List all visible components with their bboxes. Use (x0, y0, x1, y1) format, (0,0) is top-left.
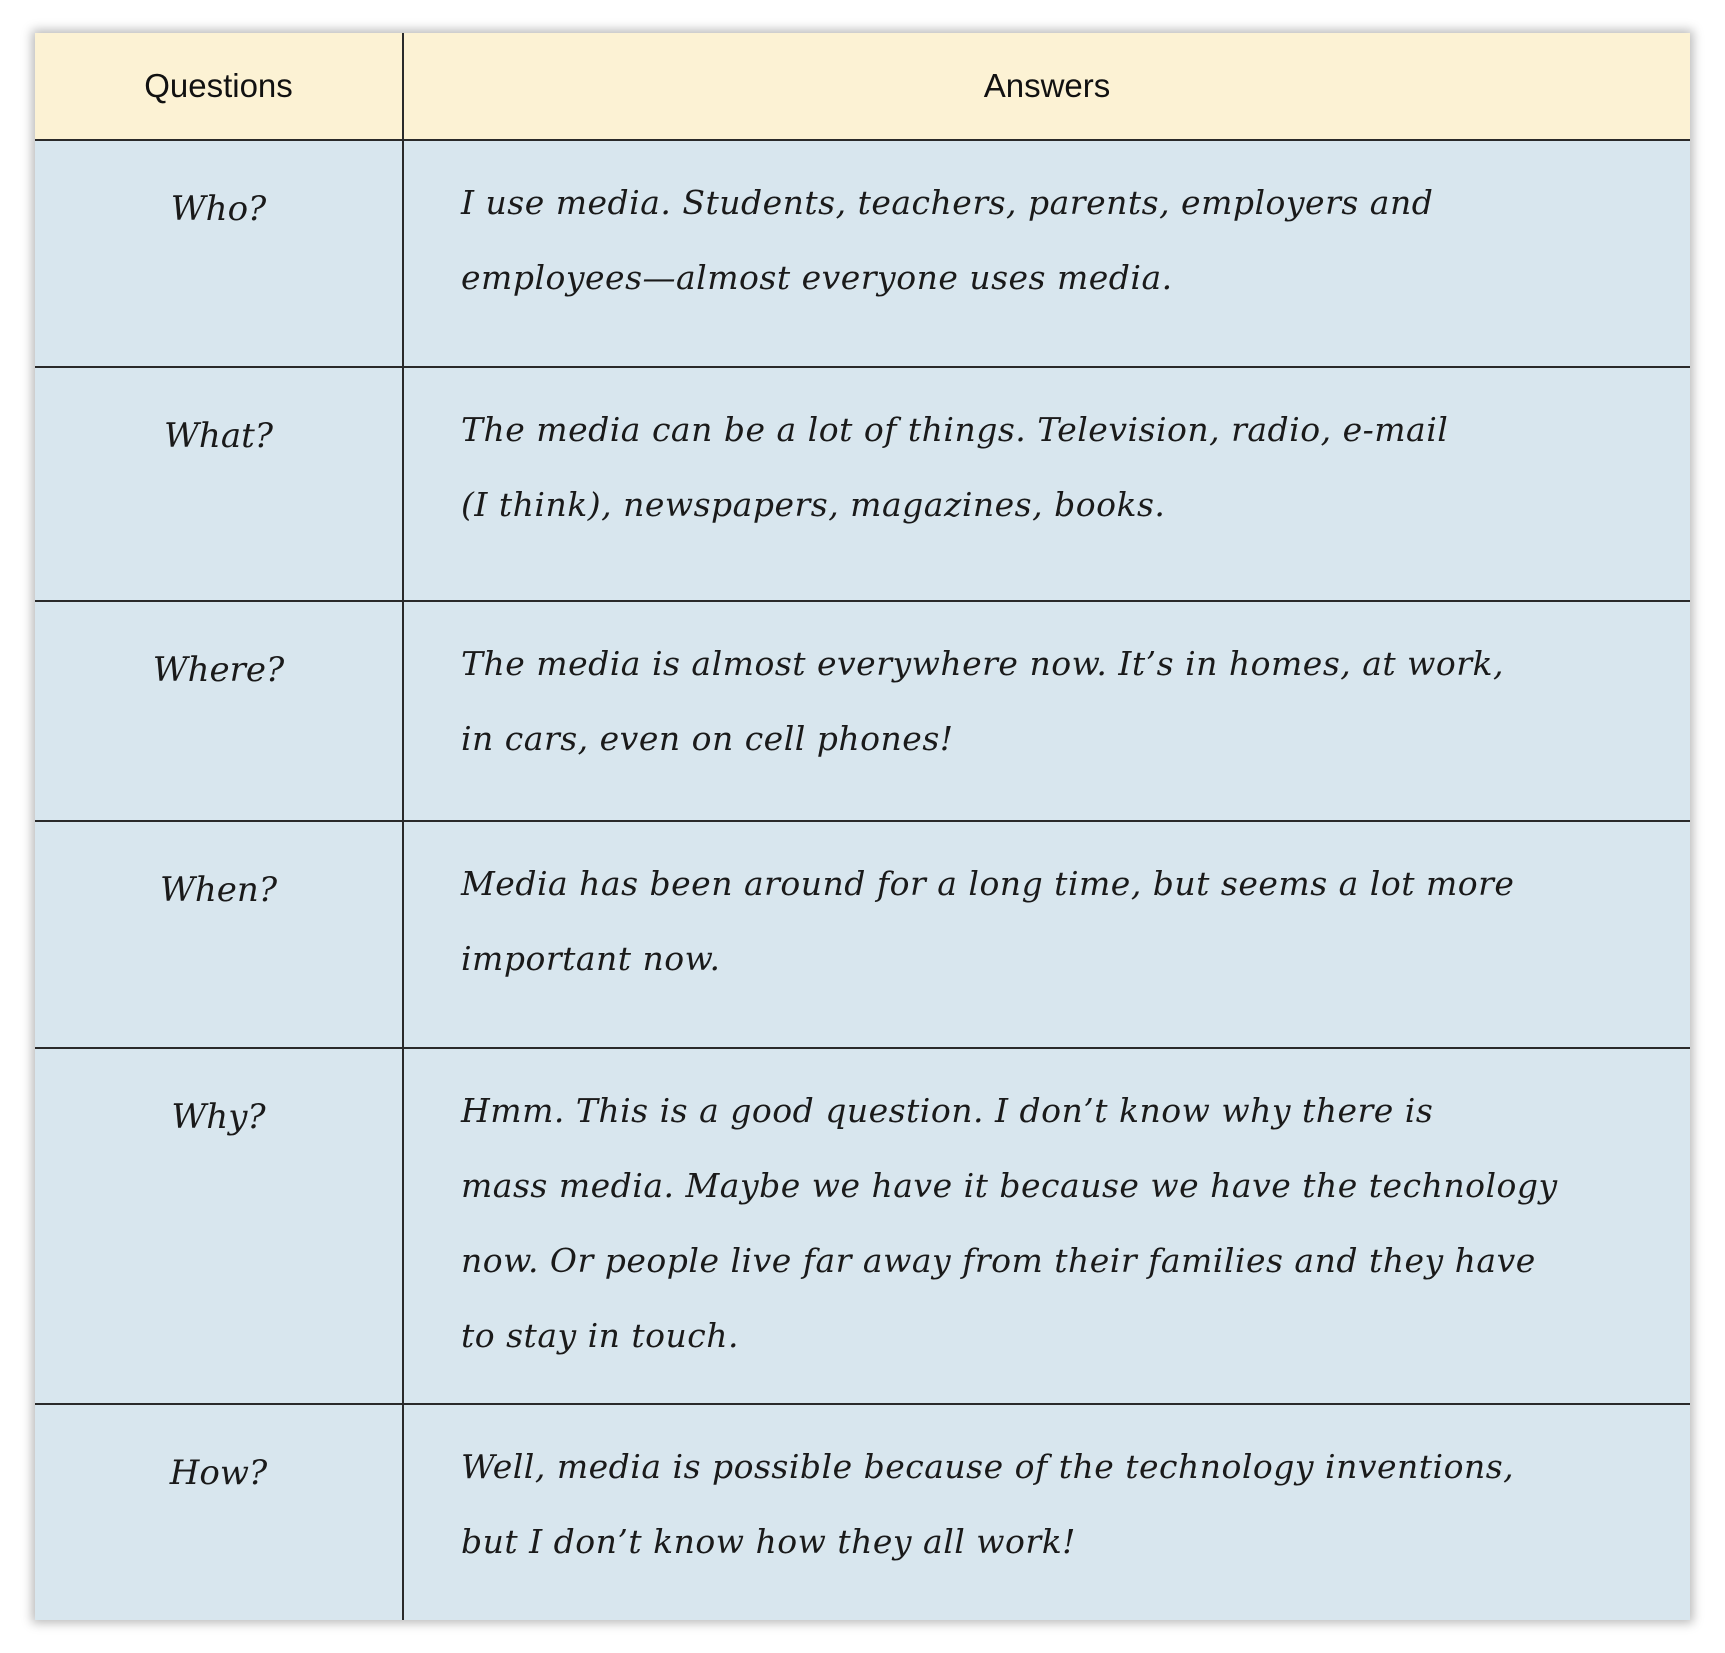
answer-line: The media can be a lot of things. Television, radio, e-mail (461, 410, 1449, 450)
table-row-what (35, 367, 1690, 601)
answer-line: Well, media is possible because of the technology inventions, (461, 1446, 1515, 1486)
answer-line: in cars, even on cell phones! (461, 719, 954, 759)
answer-line: important now. (461, 939, 721, 979)
answer-line: but I don’t know how they all work! (461, 1521, 1076, 1561)
question-cell: How? (35, 1404, 403, 1620)
answers-header: Answers (403, 33, 1690, 140)
table-row-when (35, 821, 1690, 1047)
questions-header: Questions (35, 33, 403, 140)
answer-line: Media has been around for a long time, but seems a lot more (461, 864, 1515, 904)
answer-line: now. Or people live far away from their families and they have (461, 1240, 1536, 1280)
question-cell: When? (35, 821, 403, 1047)
answer-cell (403, 1404, 1690, 1620)
question-cell: Why? (35, 1048, 403, 1404)
answer-cell (403, 1048, 1690, 1404)
answer-line: Hmm. This is a good question. I don’t know why there is (461, 1090, 1434, 1130)
answer-cell (403, 601, 1690, 821)
answer-cell (403, 367, 1690, 601)
question-cell: Who? (35, 140, 403, 367)
answer-line: The media is almost everywhere now. It’s in homes, at work, (461, 644, 1505, 684)
answer-cell (403, 140, 1690, 367)
qa-table-frame (35, 33, 1690, 1620)
question-cell: What? (35, 367, 403, 601)
table-row-where (35, 601, 1690, 821)
table-header-row (35, 33, 1690, 140)
table-row-why (35, 1048, 1690, 1404)
table-row-how (35, 1404, 1690, 1620)
answer-line: (I think), newspapers, magazines, books. (461, 485, 1166, 525)
question-cell: Where? (35, 601, 403, 821)
questions-answers-table (35, 33, 1690, 1620)
answer-line: to stay in touch. (461, 1315, 740, 1355)
answer-cell (403, 821, 1690, 1047)
table-row-who (35, 140, 1690, 367)
answer-line: I use media. Students, teachers, parents, employers and (461, 183, 1434, 222)
answer-line: mass media. Maybe we have it because we have the technology (461, 1165, 1558, 1205)
answer-line: employees—almost everyone uses media. (461, 258, 1173, 297)
